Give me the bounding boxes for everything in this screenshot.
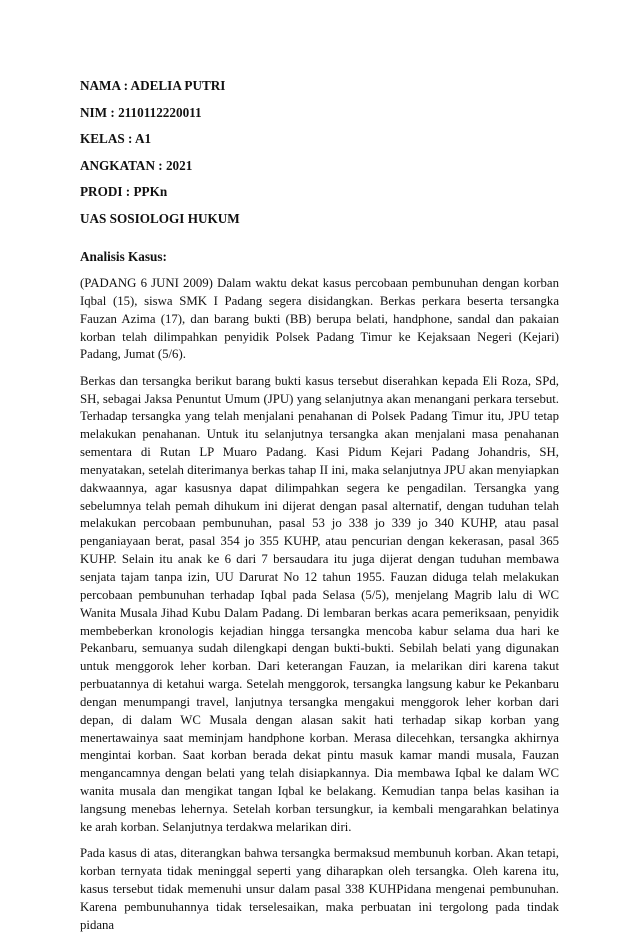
student-name: NAMA : ADELIA PUTRI [80, 78, 226, 93]
student-class: KELAS : A1 [80, 131, 152, 147]
document-body [80, 78, 559, 943]
section-heading: Analisis Kasus: [80, 248, 167, 264]
study-program: PRODI : PPKn [80, 184, 168, 200]
paragraph-case-details: Berkas dan tersangka berikut barang bukti kasus tersebut diserahkan kepada Eli Roza, SPd, SH, sebagai Jaksa Penuntut Umum (JPU) yang selanjutnya akan menangani perkara tersebut. Terhadap tersangka yang telah menjalani penahanan di Polsek Padang Timur itu, JPU tetap melakukan penahanan. Untuk itu selanjutnya tersangka akan menjalani masa penahanan sementara di Rutan LP Muaro Padang. Kasi Pidum Kejari Padang Johandris, SH, menyatakan, setelah diterimanya berkas tahap II ini, maka selanjutnya JPU akan menyiapkan dakwaannya, agar kasusnya dapat dilimpahkan segera ke pengadilan. Tersangka yang sebelumnya telah pemah dihukum ini dijerat dengan pasal alternatif, dengan tuduhan telah melakukan percobaan pembunuhan, pasal 53 jo 338 jo 339 jo 340 KUHP, atau pasal penganiayaan berat, pasal 354 jo 355 KUHP, atau pencurian dengan kekerasan, pasal 365 KUHP. Selain itu anak ke 6 dari 7 bersaudara itu juga dijerat dengan tuduhan membawa senjata tajam tanpa izin, UU Darurat No 12 tahun 1955. Fauzan diduga telah melakukan percobaan pembunuhan terhadap Iqbal pada Selasa (5/5), menjelang Magrib lalu di WC Wanita Musala Jihad Kubu Dalam Padang. Di lembaran berkas acara pemeriksaan, penyidik membeberkan kronologis kejadian hingga tersangka mencoba kabur selama dua hari ke Pekanbaru, semuanya sudah dilengkapi dengan bukti-bukti. Sebilah belati yang digunakan untuk menggorok leher korban. Dari keterangan Fauzan, ia melarikan diri karena takut perbuatannya di ketahui warga. Setelah menggorok, tersangka langsung kabur ke Pekanbaru dengan menumpangi travel, lanjutnya tersangka mengakui menggorok leher korban dari depan, di dalam WC Musala dengan alasan sakit hati terhadap sikap korban yang menertawainya saat meminjam handphone korban. Merasa dilecehkan, tersangka akhirnya mengintai korban. Saat korban berada dekat pintu masuk kamar mandi musala, Fauzan mengancamnya dengan belati yang telah disiapkannya. Dia membawa Iqbal ke dalam WC wanita musala dan mengikat tangan Iqbal ke belakang. Kemudian tanpa belas kasihan ia langsung menebas lehernya. Setelah korban tersungkur, ia kembali mengarahkan belatinya ke arah korban. Selanjutnya terdakwa melarikan diri. [80, 373, 559, 834]
course-title: UAS SOSIOLOGI HUKUM [80, 210, 240, 226]
paragraph-analysis: Pada kasus di atas, diterangkan bahwa tersangka bermaksud membunuh korban. Akan tetapi, korban ternyata tidak meninggal seperti yang diharapkan oleh tersangka. Oleh karena itu, kasus tersebut tidak memenuhi unsur dalam pasal 338 KUHPidana mengenai pembunuhan. Karena pembunuhannya tidak terselesaikan, maka perbuatan ini tergolong pada tindak pidana [80, 846, 559, 932]
student-cohort: ANGKATAN : 2021 [80, 157, 193, 173]
student-nim: NIM : 2110112220011 [80, 104, 202, 120]
paragraph-intro: (PADANG 6 JUNI 2009) Dalam waktu dekat kasus percobaan pembunuhan dengan korban Iqbal (15), siswa SMK I Padang segera disidangkan. Berkas perkara beserta tersangka Fauzan Azima (17), dan barang bukti (BB) berupa belati, handphone, sandal dan pakaian korban telah dilimpahkan penyidik Polsek Padang Timur ke Kejaksaan Negeri (Kejari) Padang, Jumat (5/6). [80, 275, 559, 362]
